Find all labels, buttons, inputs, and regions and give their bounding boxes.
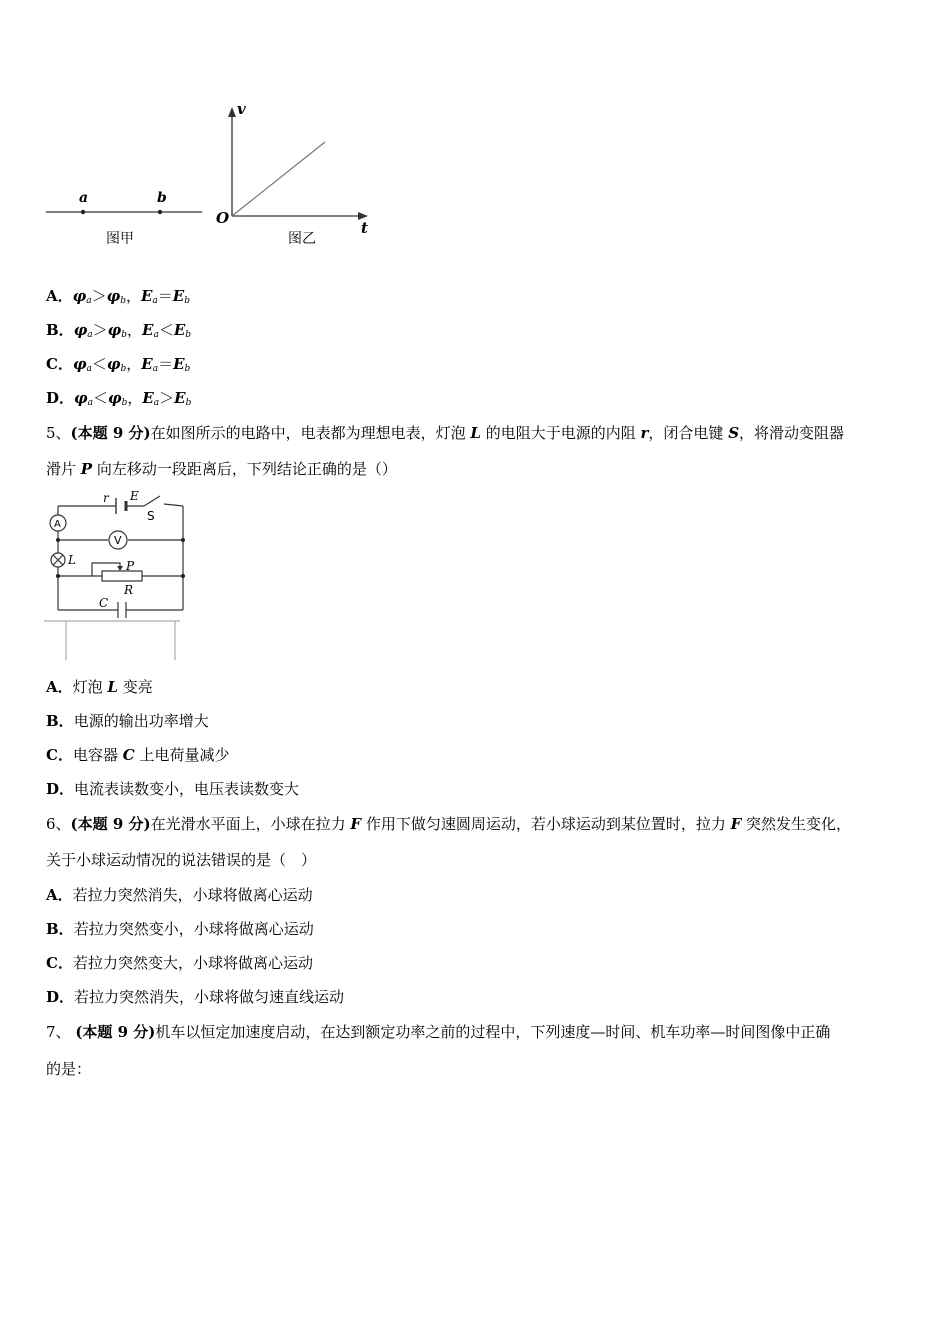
- circuit-label-E: E: [130, 490, 139, 503]
- q6-option-a: A．若拉力突然消失，小球将做离心运动: [46, 886, 313, 904]
- label-v: v: [237, 100, 246, 118]
- q6-stem-line1: 6、(本题 9 分)在光滑水平面上，小球在拉力 F 作用下做匀速圆周运动，若小球运动到某位置时，拉力 F 突然发生变化，: [46, 815, 852, 833]
- q6-stem-line2: 关于小球运动情况的说法错误的是（ ）: [46, 851, 317, 869]
- q5-option-d: D．电流表读数变小，电压表读数变大: [46, 780, 300, 798]
- label-b: b: [157, 190, 167, 206]
- caption-yi: 图乙: [288, 231, 316, 247]
- circuit-label-A: A: [54, 519, 61, 530]
- q7-stem-line2: 的是：: [46, 1060, 92, 1078]
- label-t: t: [361, 219, 368, 237]
- circuit-diagram: [44, 490, 189, 660]
- q6-option-b: B．若拉力突然变小，小球将做离心运动: [46, 920, 314, 938]
- q6-option-c: C．若拉力突然变大，小球将做离心运动: [46, 954, 313, 972]
- circuit-label-P: P: [126, 559, 135, 573]
- q6-option-d: D．若拉力突然消失，小球将做匀速直线运动: [46, 988, 345, 1006]
- circuit-label-C: C: [99, 596, 109, 610]
- circuit-label-r: r: [103, 491, 109, 505]
- circuit-label-L: L: [68, 553, 76, 567]
- q4-option-c: C．$\varphi_a<\varphi_b$，$E_a=E_b$: [46, 355, 191, 374]
- q5-option-c: C．电容器 C 上电荷量减少: [46, 746, 230, 764]
- label-a: a: [79, 190, 89, 206]
- q4-option-b: B．$\varphi_a>\varphi_b$，$E_a<E_b$: [46, 321, 192, 340]
- point-b: [158, 210, 162, 214]
- circuit-label-V: V: [114, 534, 122, 547]
- q5-option-a: A．灯泡 L 变亮: [46, 678, 153, 696]
- caption-jia: 图甲: [106, 231, 134, 247]
- q5-option-b: B．电源的输出功率增大: [46, 712, 209, 730]
- circuit-label-S: S: [147, 509, 155, 523]
- point-a: [81, 210, 85, 214]
- q5-stem-line2: 滑片 P 向左移动一段距离后，下列结论正确的是（）: [46, 460, 397, 478]
- label-origin: O: [216, 209, 230, 227]
- figure-jia-yi: [40, 95, 380, 255]
- q4-option-d: D．$\varphi_a<\varphi_b$，$E_a>E_b$: [46, 389, 192, 408]
- q5-stem-line1: 5、(本题 9 分)在如图所示的电路中，电表都为理想电表，灯泡 L 的电阻大于电源的内阻 r，闭合电键 S，将滑动变阻器: [46, 424, 845, 442]
- q4-option-a: A．$\varphi_a>\varphi_b$，$E_a=E_b$: [46, 287, 190, 306]
- circuit-label-R: R: [124, 583, 134, 597]
- q7-stem-line1: 7、 (本题 9 分)机车以恒定加速度启动，在达到额定功率之前的过程中，下列速度—时间、机车功率—时间图像中正确: [46, 1023, 831, 1041]
- v-axis-arrow: [228, 107, 236, 117]
- v-t-line: [232, 142, 325, 216]
